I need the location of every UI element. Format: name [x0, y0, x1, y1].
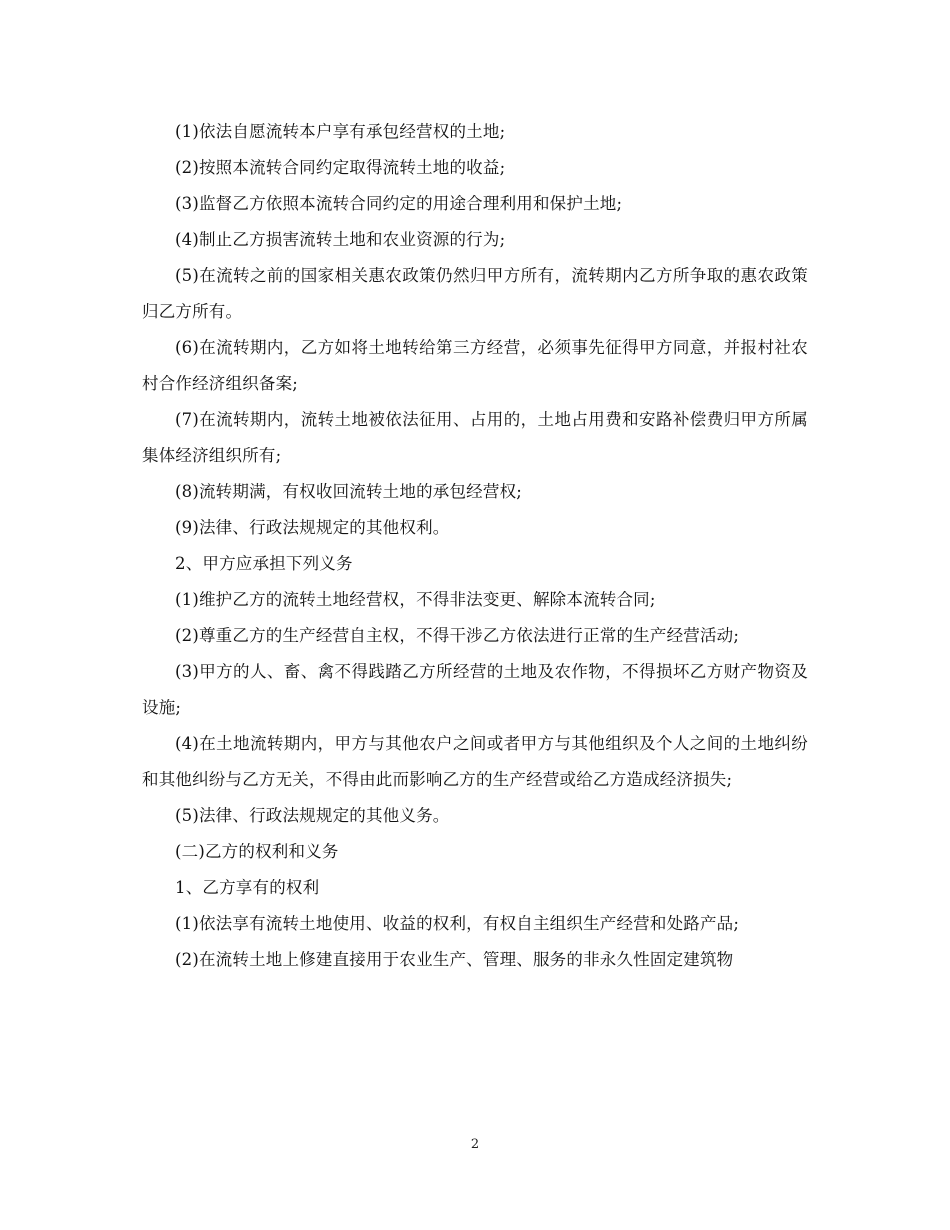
paragraph-8: (8)流转期满，有权收回流转土地的承包经营权;	[175, 482, 523, 501]
paragraph-19: (2)在流转土地上修建直接用于农业生产、管理、服务的非永久性固定建筑物	[175, 950, 734, 969]
document-body	[142, 114, 808, 978]
paragraph-2: (2)按照本流转合同约定取得流转土地的收益;	[175, 158, 506, 177]
paragraph-5: (5)在流转之前的国家相关惠农政策仍然归甲方所有，流转期内乙方所争取的惠农政策归乙方所有。	[142, 266, 808, 321]
paragraph-4: (4)制止乙方损害流转土地和农业资源的行为;	[175, 230, 506, 249]
paragraph-14: (4)在土地流转期内，甲方与其他农户之间或者甲方与其他组织及个人之间的土地纠纷和其他纠纷与乙方无关，不得由此而影响乙方的生产经营或给乙方造成经济损失;	[142, 734, 808, 789]
section-heading-party-b: (二)乙方的权利和义务	[175, 842, 339, 861]
paragraph-13: (3)甲方的人、畜、禽不得践踏乙方所经营的土地及农作物，不得损坏乙方财产物资及设施;	[142, 662, 808, 717]
paragraph-1: (1)依法自愿流转本户享有承包经营权的土地;	[175, 122, 506, 141]
paragraph-6: (6)在流转期内，乙方如将土地转给第三方经营，必须事先征得甲方同意，并报村社农村合作经济组织备案;	[142, 338, 808, 393]
paragraph-7: (7)在流转期内，流转土地被依法征用、占用的，土地占用费和安路补偿费归甲方所属集体经济组织所有;	[142, 410, 808, 465]
paragraph-9: (9)法律、行政法规规定的其他权利。	[175, 518, 450, 537]
paragraph-11: (1)维护乙方的流转土地经营权，不得非法变更、解除本流转合同;	[175, 590, 656, 609]
paragraph-15: (5)法律、行政法规规定的其他义务。	[175, 806, 450, 825]
section-heading-party-b-rights: 1、乙方享有的权利	[175, 878, 320, 897]
paragraph-12: (2)尊重乙方的生产经营自主权，不得干涉乙方依法进行正常的生产经营活动;	[175, 626, 740, 645]
page-number: 2	[470, 1137, 480, 1152]
section-heading-obligations: 2、甲方应承担下列义务	[175, 554, 353, 573]
paragraph-18: (1)依法享有流转土地使用、收益的权利，有权自主组织生产经营和处路产品;	[175, 914, 740, 933]
paragraph-3: (3)监督乙方依照本流转合同约定的用途合理利用和保护土地;	[175, 194, 623, 213]
